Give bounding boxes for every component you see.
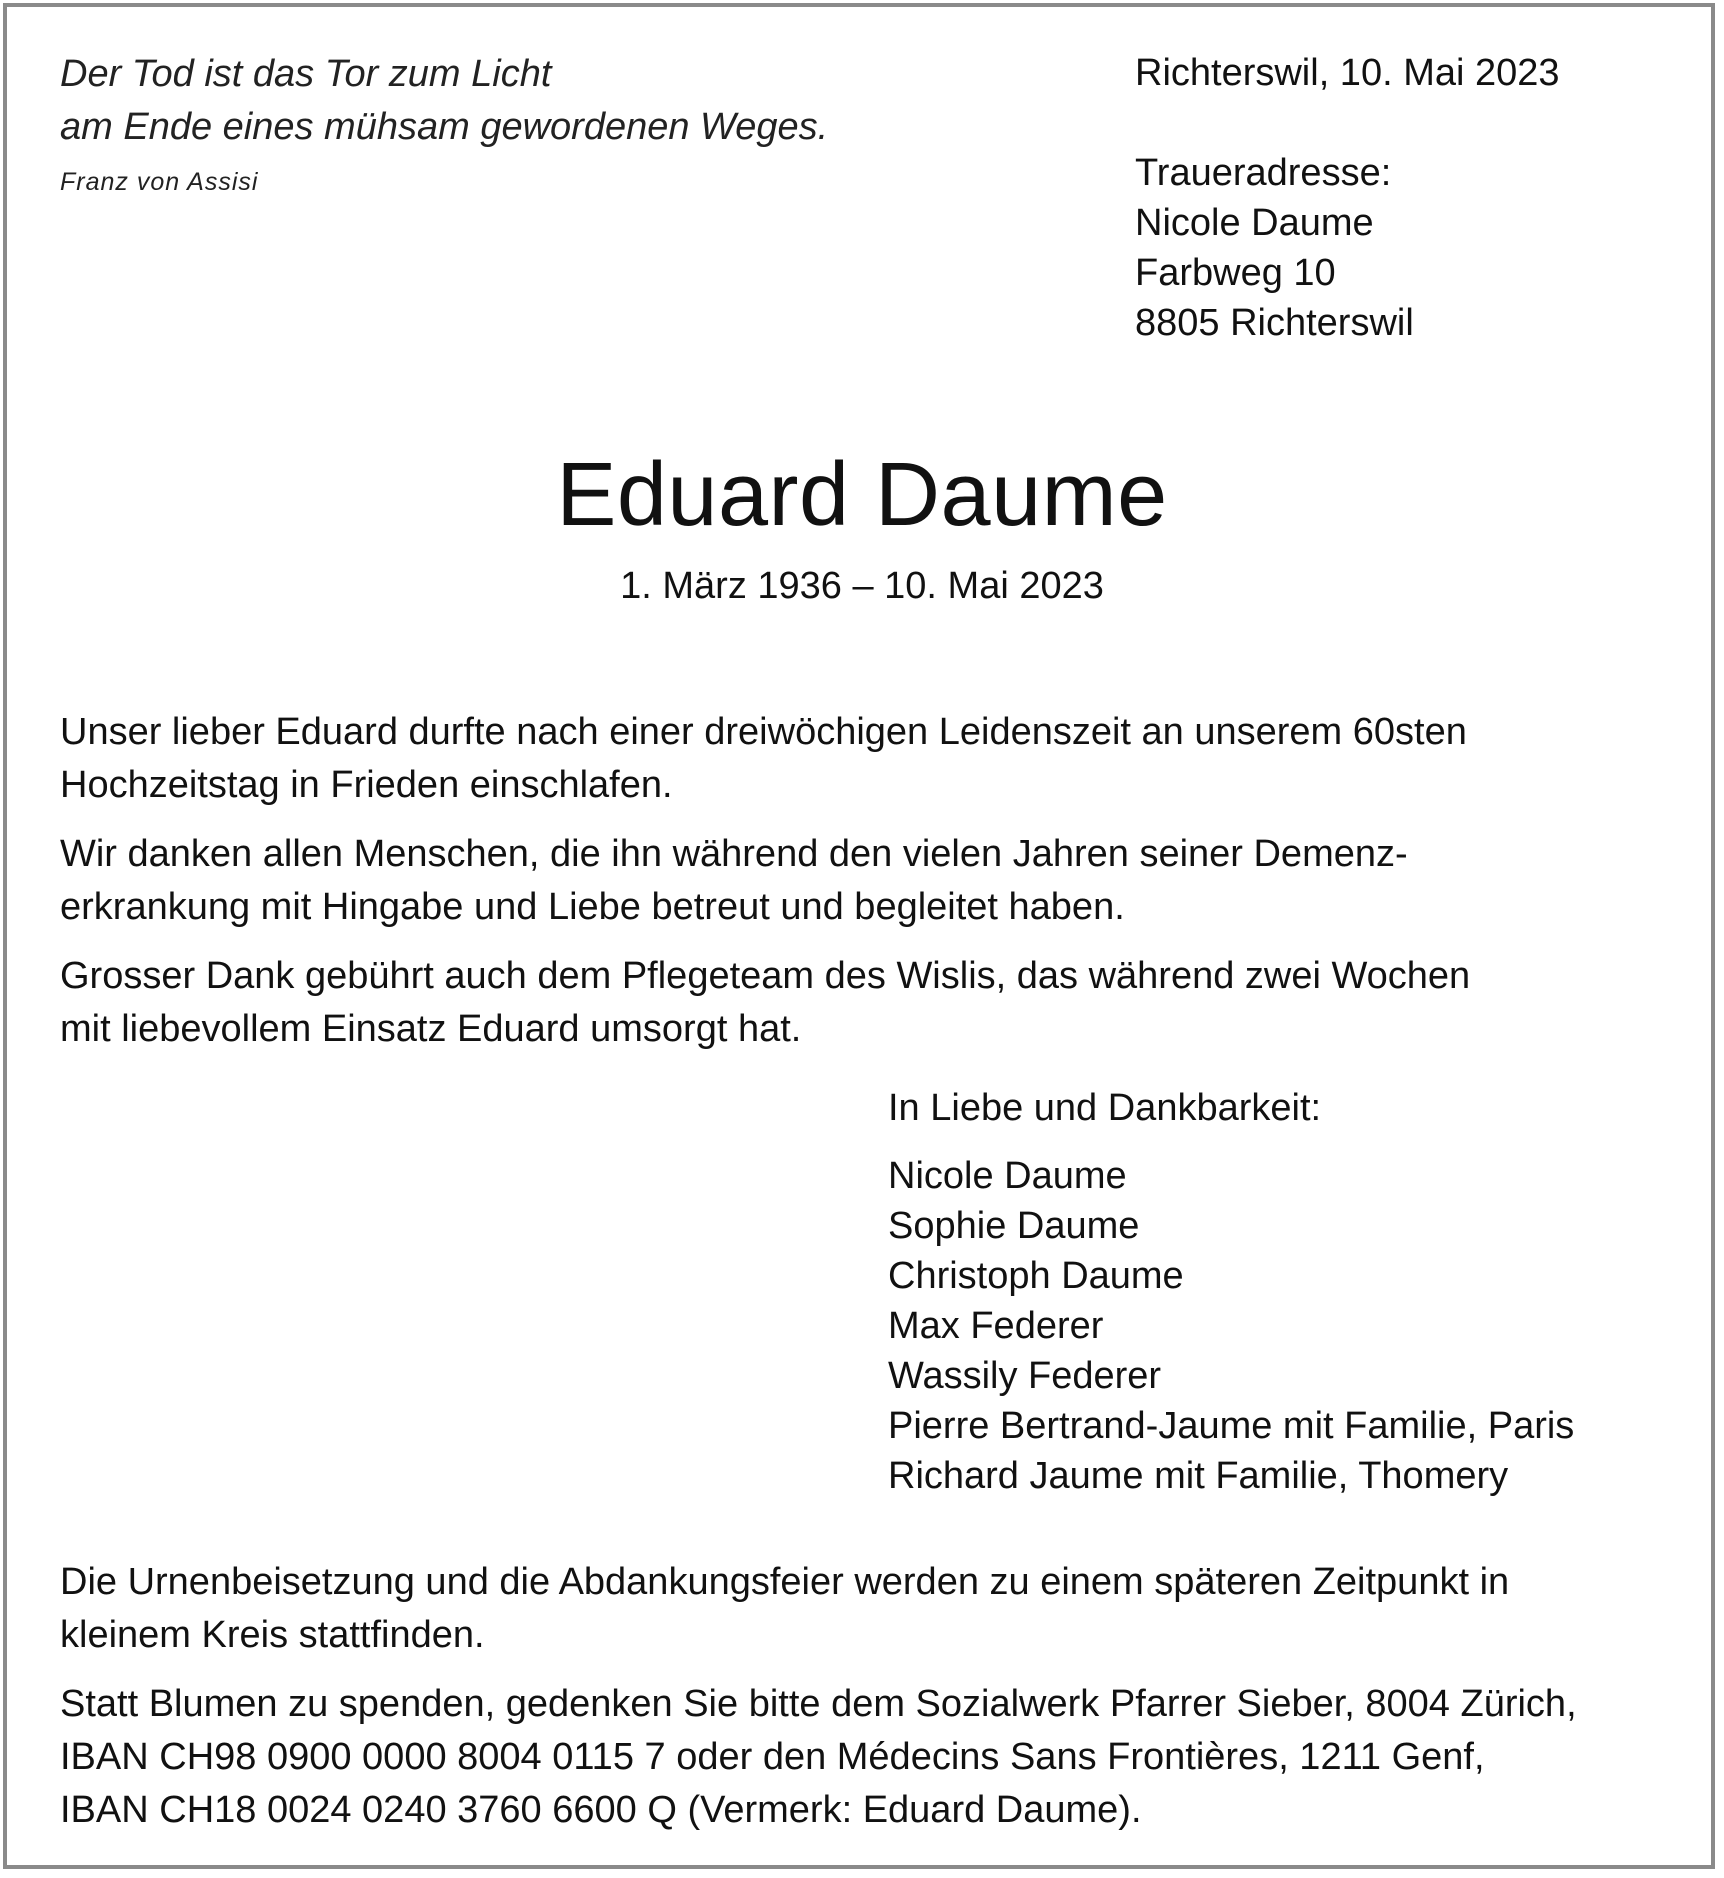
signer-name: Pierre Bertrand-Jaume mit Familie, Paris: [888, 1405, 1575, 1447]
text-line: erkrankung mit Hingabe und Liebe betreut und begleitet haben.: [60, 886, 1125, 928]
body-paragraph: [60, 950, 1680, 1056]
signer-name: Richard Jaume mit Familie, Thomery: [888, 1455, 1509, 1497]
body-text: [60, 706, 1680, 1072]
address-label: Traueradresse:: [1135, 152, 1392, 194]
header-info: [1135, 48, 1560, 348]
place-date: Richterswil, 10. Mai 2023: [1135, 52, 1560, 94]
text-line: Grosser Dank gebührt auch dem Pflegeteam des Wislis, das während zwei Wochen: [60, 955, 1471, 997]
mourning-address: [1135, 148, 1560, 348]
body-paragraph: [60, 706, 1680, 812]
life-dates: 1. März 1936 – 10. Mai 2023: [620, 565, 1104, 607]
text-line: Unser lieber Eduard durfte nach einer dreiwöchigen Leidenszeit an unserem 60sten: [60, 711, 1467, 753]
text-line: IBAN CH18 0024 0240 3760 6600 Q (Vermerk: Eduard Daume).: [60, 1789, 1142, 1831]
text-line: Die Urnenbeisetzung und die Abdankungsfeier werden zu einem späteren Zeitpunkt in: [60, 1561, 1510, 1603]
address-street: Farbweg 10: [1135, 252, 1336, 294]
text-line: Wir danken allen Menschen, die ihn während den vielen Jahren seiner Demenz-: [60, 833, 1408, 875]
donation-notice: [60, 1678, 1680, 1837]
funeral-notice: [60, 1556, 1680, 1662]
text-line: IBAN CH98 0900 0000 8004 0115 7 oder den Médecins Sans Frontières, 1211 Genf,: [60, 1736, 1485, 1778]
motto-line: am Ende eines mühsam gewordenen Weges.: [60, 106, 829, 148]
body-paragraph: [60, 828, 1680, 934]
deceased-name: Eduard Daume: [556, 445, 1168, 545]
signer-name: Sophie Daume: [888, 1205, 1140, 1247]
address-name: Nicole Daume: [1135, 202, 1374, 244]
signer-name: Max Federer: [888, 1305, 1104, 1347]
text-line: kleinem Kreis stattfinden.: [60, 1614, 485, 1656]
motto-quote: [60, 48, 828, 197]
text-line: Statt Blumen zu spenden, gedenken Sie bitte dem Sozialwerk Pfarrer Sieber, 8004 Zürich,: [60, 1683, 1577, 1725]
closing-phrase: In Liebe und Dankbarkeit:: [888, 1087, 1322, 1129]
motto-line: Der Tod ist das Tor zum Licht: [60, 53, 552, 95]
signer-name: Wassily Federer: [888, 1355, 1162, 1397]
text-line: Hochzeitstag in Frieden einschlafen.: [60, 764, 673, 806]
signer-name: Nicole Daume: [888, 1155, 1127, 1197]
footer-text: [60, 1556, 1680, 1853]
text-line: mit liebevollem Einsatz Eduard umsorgt hat.: [60, 1008, 802, 1050]
deceased-block: [0, 440, 1724, 610]
address-city: 8805 Richterswil: [1135, 302, 1414, 344]
motto-author: Franz von Assisi: [60, 168, 259, 196]
signer-name: Christoph Daume: [888, 1255, 1184, 1297]
signatures: [888, 1082, 1574, 1501]
